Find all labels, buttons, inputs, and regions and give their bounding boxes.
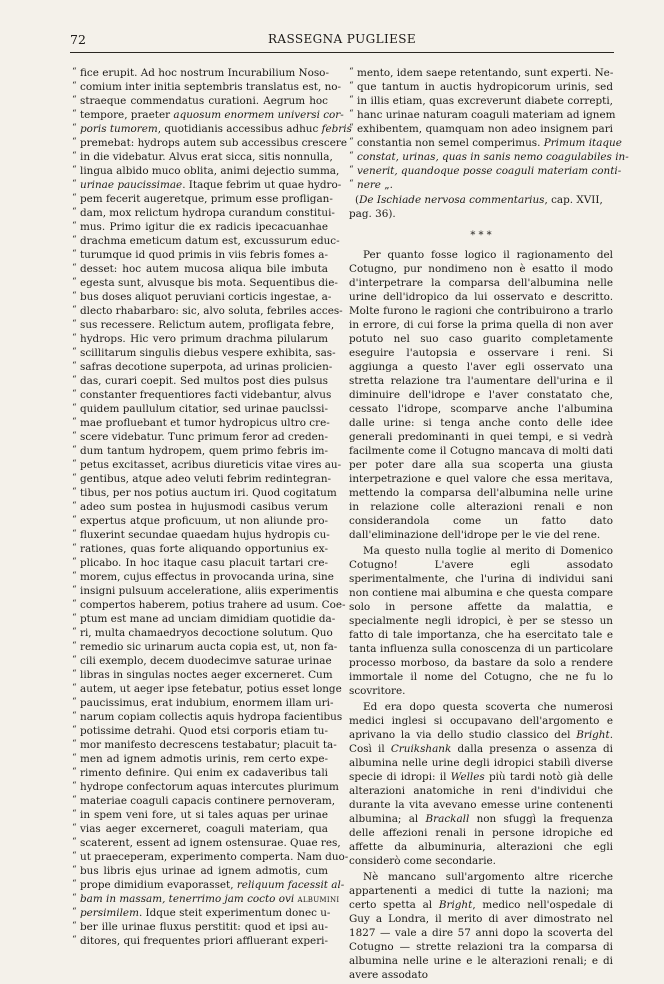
quotation-line	[72, 472, 332, 486]
quotation-line	[349, 164, 622, 178]
quotation-line	[72, 66, 328, 80]
quotation-line	[72, 444, 328, 458]
quotation-text: drachma emeticum datum est, excussurum educ-	[80, 235, 340, 247]
paragraph-3	[349, 700, 613, 868]
quotation-text: men ad ignem admotis urinis, rem certo expe-	[80, 753, 328, 765]
quotation-line	[72, 262, 328, 276]
quotation-line	[72, 178, 342, 192]
quotation-text: venerit, quandoque posse coaguli materiam conti-	[357, 165, 622, 177]
quotation-line	[349, 136, 622, 150]
quotation-line	[72, 164, 340, 178]
section-ornament: * * *	[470, 230, 492, 241]
quotation-text: scere videbatur. Tunc primum feror ad creden-	[80, 431, 328, 443]
paragraph-4-text-a: Nè mancano sull'argomento altre ricerche appartenenti a medici di tutte la nazioni; ma certo spetta al	[349, 871, 613, 911]
quotation-line	[72, 150, 333, 164]
quotation-line	[349, 66, 613, 80]
latin-quotation-continuation	[349, 66, 629, 192]
running-title: RASSEGNA PUGLIESE	[267, 32, 417, 46]
quotation-line	[72, 514, 328, 528]
quotation-text: bus doses aliquot peruviani corticis ingestae, a-	[80, 291, 332, 303]
quotation-text: compertos haberem, potius trahere ad usum. Coe-	[80, 599, 346, 611]
quotation-line	[72, 542, 328, 556]
quotation-text: quidem paullulum citatior, sed urinae pauclssi-	[80, 403, 328, 415]
quotation-text: „.	[380, 179, 393, 191]
quotation-text: insigni pulsuum acceleratione, aliis experimentis	[80, 585, 339, 597]
quotation-line	[72, 822, 328, 836]
quotation-text: , quotidianis accessibus adhuc	[157, 123, 322, 135]
quotation-line	[72, 878, 345, 892]
citation-work: De Ischiade nervosa commentarius	[359, 194, 545, 206]
quotation-text: hydrope confectorum aquas intercutes plurimum	[80, 781, 339, 793]
quotation-line	[72, 836, 341, 850]
quotation-text: poris tumorem	[80, 123, 158, 135]
quotation-text: tibus, per nos potius auctum iri. Quod cogitatum	[80, 487, 337, 499]
quotation-text: bus libris ejus urinae ad ignem admotis, cum	[80, 865, 328, 877]
quotation-line	[72, 752, 328, 766]
quotation-text: reliquum facessit al-	[236, 879, 345, 891]
quotation-line	[72, 738, 337, 752]
quotation-text: morem, cujus effectus in provocanda urina, sine	[80, 571, 334, 583]
quotation-line	[72, 290, 332, 304]
quotation-line	[349, 108, 616, 122]
quotation-text: premebat: hydrops autem sub accessibus crescere	[80, 137, 347, 149]
quotation-text: scillitarum singulis diebus vespere exhibita, sas-	[80, 347, 336, 359]
paragraph-3-text-e: non sfuggì la frequenza delle affezioni renali in persone idropiche ed affette da albuminuria, alterazioni che egli considerò come secondarie.	[349, 813, 613, 867]
quotation-line	[72, 430, 328, 444]
quotation-text: dum tantum hydropem, quem primo febris im-	[80, 445, 328, 457]
quotation-text: mor manifesto decrescens testabatur; placuit ta-	[80, 739, 337, 751]
quotation-line	[72, 570, 334, 584]
quotation-line	[72, 500, 328, 514]
quotation-text: cili exemplo, decem duodecimve saturae urinae	[80, 655, 332, 667]
paragraph-3-text-a: Ed era dopo questa scoverta che numerosi medici inglesi si occupavano dell'argomento e aprivano la via dello studio classico del	[349, 701, 613, 741]
quotation-line	[72, 850, 349, 864]
quotation-text: gentibus, atque adeo veluti febrim redintegran-	[80, 473, 332, 485]
quotation-line	[72, 654, 332, 668]
quotation-text: bam in massam, tenerrimo jam cocto ovi	[80, 893, 298, 905]
citation-page: pag. 36).	[349, 208, 396, 220]
quotation-line	[72, 206, 335, 220]
paragraph-3-text-c: dalla presenza o assenza di albumina nelle urine degli idropici stabilì diverse specie di idropi: il	[349, 743, 613, 783]
quotation-text: in die videbatur. Alvus erat sicca, sitis nonnulla,	[80, 151, 333, 163]
quotation-text: ptum est mane ad unciam dimidiam quotidie da-	[80, 613, 336, 625]
quotation-text: constat, urinas, quas in sanis nemo coagulabiles in-	[357, 151, 629, 163]
quotation-text: petus excitasset, acribus diureticis vitae vires au-	[80, 459, 342, 471]
quotation-text: potissime detrahi. Quod etsi corporis etiam tu-	[80, 725, 328, 737]
quotation-line	[72, 598, 346, 612]
quotation-line	[72, 234, 340, 248]
paragraph-4-text-b: , medico nell'ospedale di Guy a Londra, il merito di aver dimostrato nel 1827 — vale a dire 57 anni dopo la scoverta del Cotugno — strette relazioni tra la comparsa di albumina nelle urine e le alterazioni renali; e di avere assodato	[349, 899, 613, 981]
quotation-text: mus. Primo igitur die ex radicis ipecacuanhae	[80, 221, 328, 233]
quotation-text: ber ille urinae fluxus perstitit: quod et ipsi au-	[80, 921, 328, 933]
quotation-line	[72, 122, 352, 136]
quotation-text: in illis etiam, quas excreverunt diabete correpti,	[357, 95, 613, 107]
page-number: 72	[70, 32, 86, 47]
name-welles: Welles	[450, 771, 485, 783]
quotation-text: pem fecerit augeretque, primum esse profligan-	[80, 193, 333, 205]
quotation-text: prope dimidium evaporasset,	[80, 879, 237, 891]
quotation-text: persimilem	[80, 907, 139, 919]
quotation-line	[72, 192, 333, 206]
paragraph-4	[349, 870, 613, 982]
quotation-line	[72, 416, 328, 430]
quotation-line	[72, 766, 328, 780]
quotation-line	[72, 626, 333, 640]
quotation-text: vias aeger excerneret, coaguli materiam, qua	[80, 823, 328, 835]
paragraph-1: Per quanto fosse logico il ragionamento del Cotugno, pur nondimeno non è esatto il modo d'interpetrare la comparsa dell'albumina nelle urine dell'idropico da lui osservato e descritto. Molte furono le ragioni che contribuirono a trarlo in errore, di cui forse la prima quella di non aver potuto nel suo caso guarito completamente eseguire l'autopsia e osservare i reni. Si aggiunga a questo l'aver egli osservato una stretta relazione tra l'aumentare dell'urina e il diminuire dell'idrope e l'aver constatato che, cessato l'idrope, scomparve anche l'albumina dalle urine: si tenga anche conto delle idee generali predominanti in quei tempi, e si vedrà facilmente come il Cotugno mancava di molti dati per poter dare alla sua scoperta una giusta interpetrazione e quel valore che essa meritava, mettendo la comparsa dell'albumina nelle urine in relazione colle alterazioni renali e non considerandola come un fatto dato dall'eliminazione dell'idrope per le vie del rene.	[349, 249, 613, 541]
quotation-text: albumini	[297, 893, 340, 905]
citation: (De Ischiade nervosa commentarius, cap. XVII, pag. 36).	[349, 194, 603, 220]
quotation-line	[72, 556, 328, 570]
quotation-line	[72, 612, 336, 626]
quotation-line	[72, 94, 328, 108]
quotation-line	[72, 220, 328, 234]
quotation-text: remedio sic urinarum aucta copia est, ut, non fa-	[80, 641, 338, 653]
quotation-text: fluxerint secundae quaedam hujus hydropis cu-	[80, 529, 330, 541]
quotation-line	[349, 150, 629, 164]
quotation-line	[72, 108, 344, 122]
paragraph-2: Ma questo nulla toglie al merito di Domenico Cotugno! L'avere egli assodato sperimentalmente, che l'urina di individui sani non contiene mai albumina e che questa compare solo in persone affette da malattia, e specialmente negli idropici, è per se stesso un fatto di tale importanza, che ha esercitato tale e tanta influenza sulla conoscenza di un particolare processo morboso, da bastare da solo a rendere immortale il nome del Cotugno, che ne fu lo scovritore.	[349, 545, 613, 697]
name-cruikshank: Cruikshank	[390, 743, 452, 755]
quotation-text: constantia non semel comperimus.	[357, 137, 544, 149]
quotation-line	[72, 360, 333, 374]
quotation-line	[72, 304, 343, 318]
quotation-text: ut praeceperam, experimento comperta. Nam duo-	[80, 851, 349, 863]
quotation-line	[72, 332, 328, 346]
quotation-line	[72, 276, 338, 290]
quotation-text: lingua albido muco oblita, animi dejectio summa,	[80, 165, 340, 177]
quotation-line	[72, 682, 342, 696]
page-header	[70, 32, 614, 53]
quotation-line	[72, 318, 335, 332]
quotation-text: hanc urinae naturam coaguli materiam ad ignem	[357, 109, 616, 121]
left-column-latin-quotation	[72, 66, 352, 948]
quotation-text: . Idque steit experimentum donec u-	[138, 907, 331, 919]
quotation-line	[72, 934, 328, 948]
quotation-text: desset: hoc autem mucosa aliqua bile imbuta	[80, 263, 328, 275]
quotation-text: urinae paucissimae	[80, 179, 183, 191]
quotation-text: paucissimus, erat indubium, enormem illam uri-	[80, 697, 334, 709]
quotation-text: ditores, qui frequentes priori affluerant experi-	[80, 935, 329, 947]
quotation-text: exhibentem, quamquam non adeo insignem pari	[357, 123, 613, 135]
quotation-line	[72, 486, 337, 500]
paragraph-3-text-b: . Così il	[349, 729, 613, 755]
quotation-line	[72, 528, 328, 542]
quotation-text: das, curari coepit. Sed multos post dies pulsus	[80, 375, 328, 387]
quotation-text: nere	[357, 179, 381, 191]
quotation-text: in spem veni fore, ut si tales aquas per urinae	[80, 809, 328, 821]
quotation-line	[349, 80, 613, 94]
quotation-line	[72, 388, 332, 402]
quotation-text: turumque id quod primis in viis febris fomes a-	[80, 249, 328, 261]
quotation-line	[349, 122, 613, 136]
quotation-line	[349, 178, 613, 192]
quotation-text: febris	[321, 123, 352, 135]
quotation-text: libras in singulas noctes aeger excerneret. Cum	[80, 669, 333, 681]
quotation-text: tempore, praeter	[80, 109, 174, 121]
quotation-text: dam, mox relictum hydropa curandum constitui-	[80, 207, 335, 219]
quotation-line	[72, 668, 333, 682]
quotation-text: que tantum in auctis hydropicorum urinis, sed	[357, 81, 613, 93]
name-bright-2: Bright	[438, 899, 473, 911]
quotation-text: hydrops. Hic vero primum drachma pilularum	[80, 333, 328, 345]
quotation-line	[72, 780, 339, 794]
quotation-text: . Itaque febrim ut quae hydro-	[182, 179, 342, 191]
quotation-text: straeque commendatus curationi. Aegrum hoc	[80, 95, 328, 107]
quotation-text: plicabo. In hoc itaque casu placuit tartari cre-	[80, 557, 328, 569]
right-column	[349, 66, 629, 984]
quotation-text: Primum itaque	[543, 137, 622, 149]
quotation-text: autem, ut aeger ipse fetebatur, potius esset longe	[80, 683, 342, 695]
quotation-line	[72, 374, 328, 388]
quotation-text: ri, multa chamaedryos decoctione solutum. Quo	[80, 627, 333, 639]
quotation-text: safras decotione superpota, ad urinas prolicien-	[80, 361, 333, 373]
citation-ref: , cap. XVII,	[544, 194, 603, 206]
quotation-text: scaterent, essent ad ignem ostensurae. Quae res,	[80, 837, 341, 849]
paragraph-3-text-d: più tardi notò già delle alterazioni anatomiche in reni d'individui che durante la vita avevano emesse urine contenenti albumina; al	[349, 771, 613, 825]
quotation-text: mento, idem saepe retentando, sunt experti. Ne-	[357, 67, 614, 79]
name-bright: Bright	[576, 729, 610, 741]
name-brackall: Brackall	[425, 813, 470, 825]
quotation-line	[72, 402, 328, 416]
quotation-text: sus recessere. Relictum autem, profligata febre,	[80, 319, 335, 331]
quotation-line	[72, 80, 342, 94]
quotation-text: narum copiam collectis aquis hydropa facientibus	[80, 711, 343, 723]
quotation-line	[72, 724, 328, 738]
quotation-line	[72, 906, 331, 920]
quotation-line	[72, 920, 328, 934]
quotation-text: comium inter initia septembris translatus est, no-	[80, 81, 342, 93]
quotation-line	[72, 696, 334, 710]
quotation-line	[72, 808, 328, 822]
quotation-line	[349, 94, 613, 108]
quotation-line	[72, 584, 339, 598]
quotation-text: rationes, quas forte aliquando opportunius ex-	[80, 543, 328, 555]
quotation-text: fice erupit. Ad hoc nostrum Incurabilium Noso-	[80, 67, 329, 79]
quotation-line	[72, 710, 343, 724]
quotation-text: rimento definire. Qui enim ex cadaveribus tali	[80, 767, 328, 779]
quotation-line	[72, 892, 340, 906]
quotation-text: mae profluebant et tumor hydropicus ultro cre-	[80, 417, 330, 429]
quotation-line	[72, 864, 328, 878]
quotation-text: constanter frequentiores facti videbantur, alvus	[80, 389, 332, 401]
quotation-text: aquosum enormem universi cor-	[173, 109, 344, 121]
quotation-text: egesta sunt, alvusque bis mota. Sequentibus die-	[80, 277, 338, 289]
quotation-line	[72, 346, 336, 360]
quotation-text: materiae coaguli capacis continere pernoveram,	[80, 795, 336, 807]
quotation-line	[72, 794, 336, 808]
quotation-line	[72, 136, 347, 150]
quotation-line	[72, 248, 328, 262]
quotation-line	[72, 640, 338, 654]
quotation-text: adeo sum postea in hujusmodi casibus verum	[80, 501, 328, 513]
quotation-text: expertus atque proficuum, ut non aliunde pro-	[80, 515, 328, 527]
quotation-line	[72, 458, 342, 472]
quotation-text: dlecto rhabarbaro: sic, alvo soluta, febriles acces-	[80, 305, 343, 317]
